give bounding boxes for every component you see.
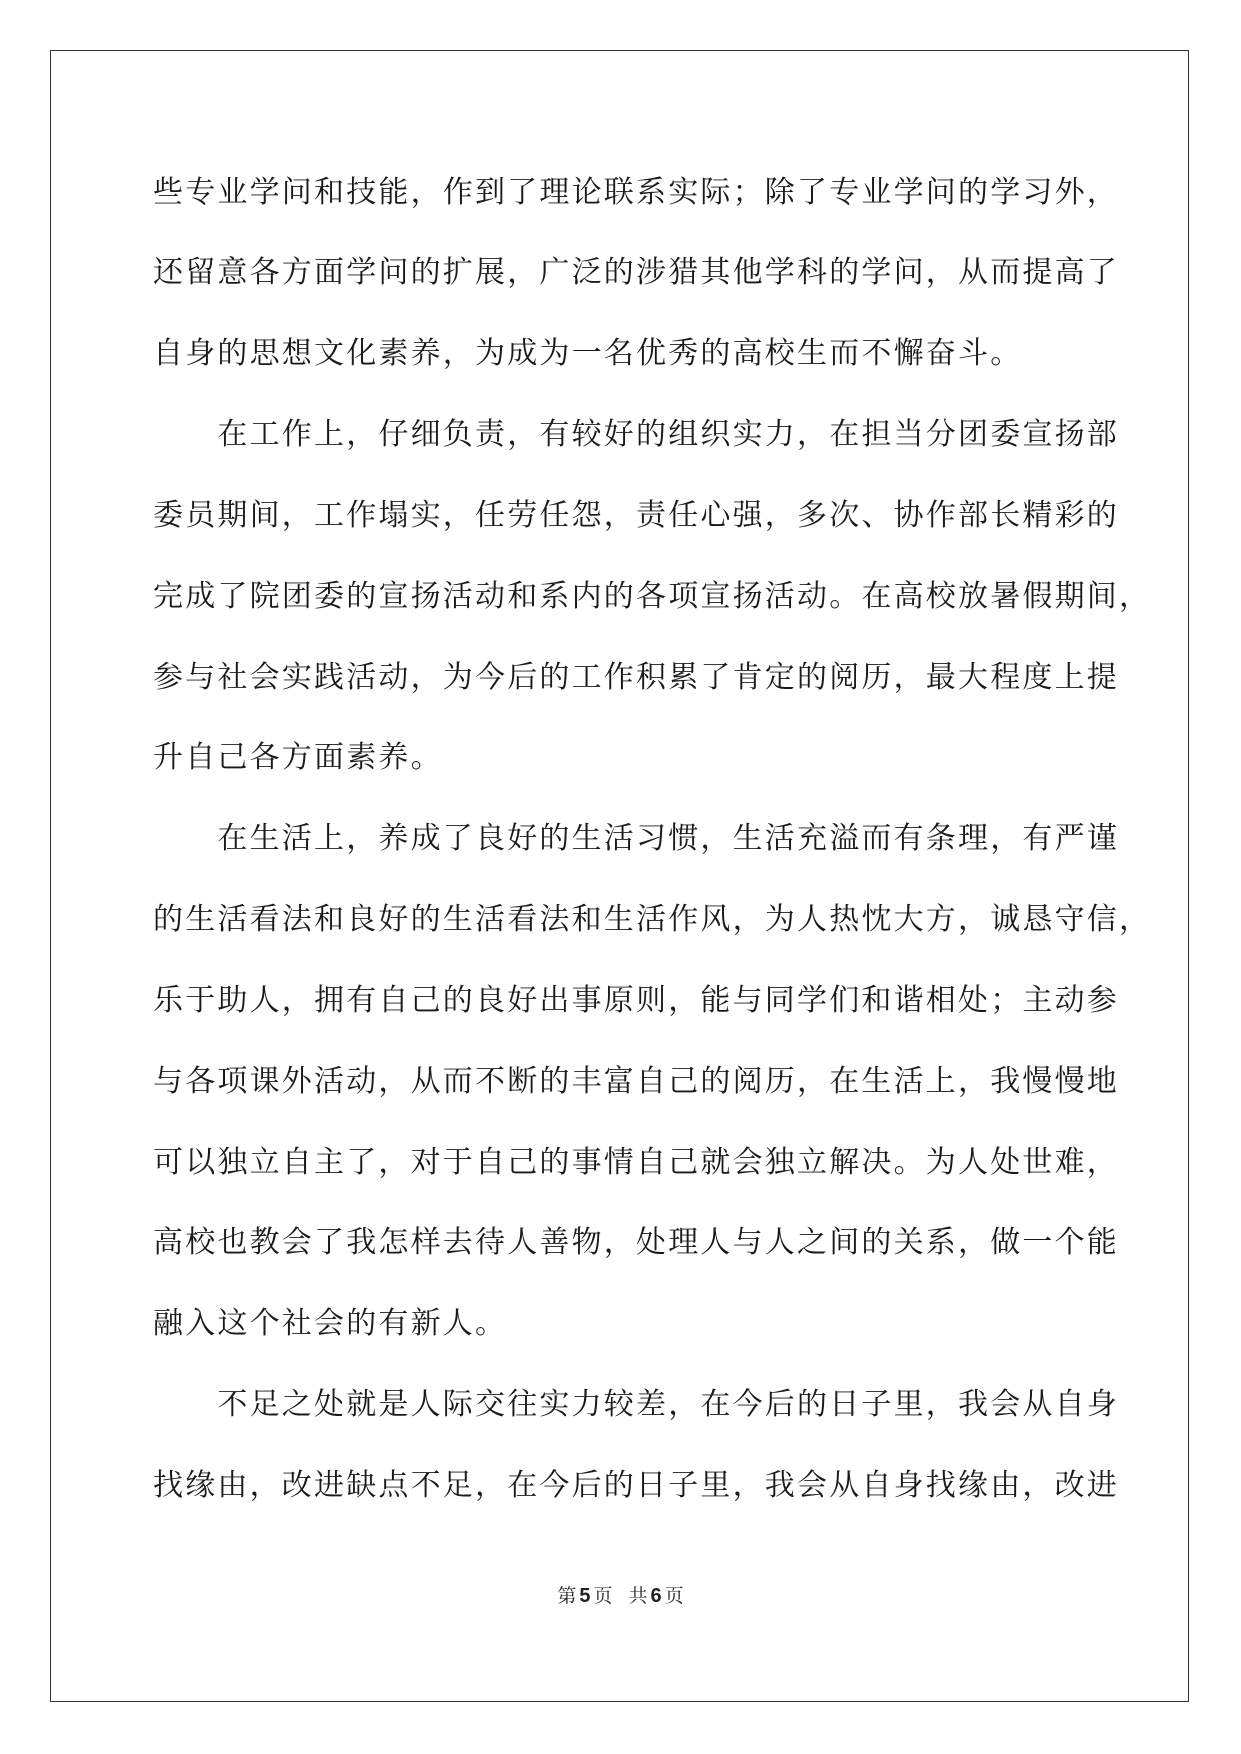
text-line: 自身的思想文化素养，为成为一名优秀的高校生而不懈奋斗。 <box>153 336 1023 371</box>
text-line: 还留意各方面学问的扩展，广泛的涉猎其他学科的学问，从而提高了 <box>153 255 1119 290</box>
page-current: 5 <box>579 1585 591 1607</box>
text-line: 高校也教会了我怎样去待人善物，处理人与人之间的关系，做一个能 <box>153 1225 1119 1260</box>
text-line: 升自己各方面素养。 <box>153 740 443 775</box>
text-line: 的生活看法和良好的生活看法和生活作风，为人热忱大方，诚恳守信， <box>153 902 1152 937</box>
total-prefix: 共 <box>628 1585 648 1607</box>
text-line: 些专业学问和技能，作到了理论联系实际；除了专业学问的学习外， <box>153 175 1119 210</box>
page-footer <box>0 1582 1241 1610</box>
text-line: 可以独立自主了，对于自己的事情自己就会独立解决。为人处世难， <box>153 1145 1119 1180</box>
text-line: 在工作上，仔细负责，有较好的组织实力，在担当分团委宣扬部 <box>153 417 1119 452</box>
text-line: 找缘由，改进缺点不足，在今后的日子里，我会从自身找缘由，改进 <box>153 1468 1119 1503</box>
text-line: 在生活上，养成了良好的生活习惯，生活充溢而有条理，有严谨 <box>153 821 1119 856</box>
text-line: 委员期间，工作塌实，任劳任怨，责任心强，多次、协作部长精彩的 <box>153 498 1119 533</box>
page-number <box>557 1585 612 1607</box>
page-total-value: 6 <box>650 1585 662 1607</box>
total-suffix: 页 <box>664 1585 684 1607</box>
page-prefix: 第 <box>557 1585 577 1607</box>
text-line: 不足之处就是人际交往实力较差，在今后的日子里，我会从自身 <box>153 1387 1119 1422</box>
text-line: 参与社会实践活动，为今后的工作积累了肯定的阅历，最大程度上提 <box>153 660 1119 695</box>
text-line: 乐于助人，拥有自己的良好出事原则，能与同学们和谐相处；主动参 <box>153 983 1119 1018</box>
page-suffix: 页 <box>593 1585 613 1607</box>
text-line: 完成了院团委的宣扬活动和系内的各项宣扬活动。在高校放暑假期间， <box>153 579 1152 614</box>
text-line: 融入这个社会的有新人。 <box>153 1306 508 1341</box>
page-total <box>629 1585 684 1607</box>
text-line: 与各项课外活动，从而不断的丰富自己的阅历，在生活上，我慢慢地 <box>153 1064 1119 1099</box>
